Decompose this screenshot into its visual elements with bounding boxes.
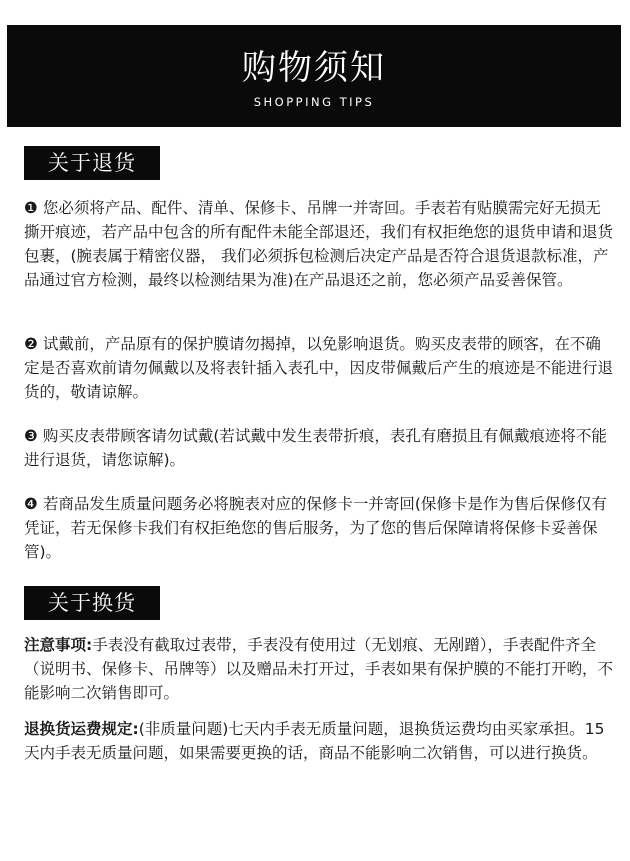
exchange-shipping-text: (非质量问题)七天内手表无质量问题，退换货运费均由买家承担。15天内手表无质量问题，如果需要更换的话，商品不能影响二次销售，可以进行换货。 (24, 720, 605, 762)
returns-item-4: ❹ 若商品发生质量问题务必将腕表对应的保修卡一并寄回(保修卡是作为售后保修仅有凭证，若无保修卡我们有权拒绝您的售后服务，为了您的售后保障请将保修卡妥善保管)。 (24, 495, 607, 561)
page-title: 购物须知 (242, 48, 386, 88)
exchange-shipping-label: 退换货运费规定: (24, 720, 139, 738)
exchange-shipping (24, 717, 614, 765)
returns-item-2: ❷ 试戴前，产品原有的保护膜请勿揭掉，以免影响退货。购买皮表带的顾客，在不确定是否喜欢前请勿佩戴以及将表针插入表孔中，因皮带佩戴后产生的痕迹是不能进行退货的，敬请谅解。 (24, 335, 614, 401)
exchange-heading: 关于换货 (24, 586, 160, 620)
exchange-notes-text: 手表没有截取过表带，手表没有使用过（无划痕、无剐蹭），手表配件齐全（说明书、保修卡、吊牌等）以及赠品未打开过，手表如果有保护膜的不能打开哟，不能影响二次销售即可。 (24, 636, 614, 702)
header-banner (7, 25, 621, 127)
exchange-notes (24, 633, 614, 705)
returns-item-3: ❸ 购买皮表带顾客请勿试戴(若试戴中发生表带折痕，表孔有磨损且有佩戴痕迹将不能进行退货，请您谅解)。 (24, 427, 607, 469)
returns-heading: 关于退货 (24, 146, 160, 180)
exchange-notes-label: 注意事项: (24, 636, 93, 654)
returns-item-1: ❶ 您必须将产品、配件、清单、保修卡、吊牌一并寄回。手表若有贴膜需完好无损无撕开痕迹，若产品中包含的所有配件未能全部退还，我们有权拒绝您的退货申请和退货包裹，(腕表属于精密仪器， 我们必须拆包检测后决定产品是否符合退货退款标准，产品通过官方检测，最终以检测结果为准)在产品退还之前，您必须产品妥善保管。 (24, 199, 614, 289)
page-subtitle: SHOPPING TIPS (253, 95, 375, 109)
